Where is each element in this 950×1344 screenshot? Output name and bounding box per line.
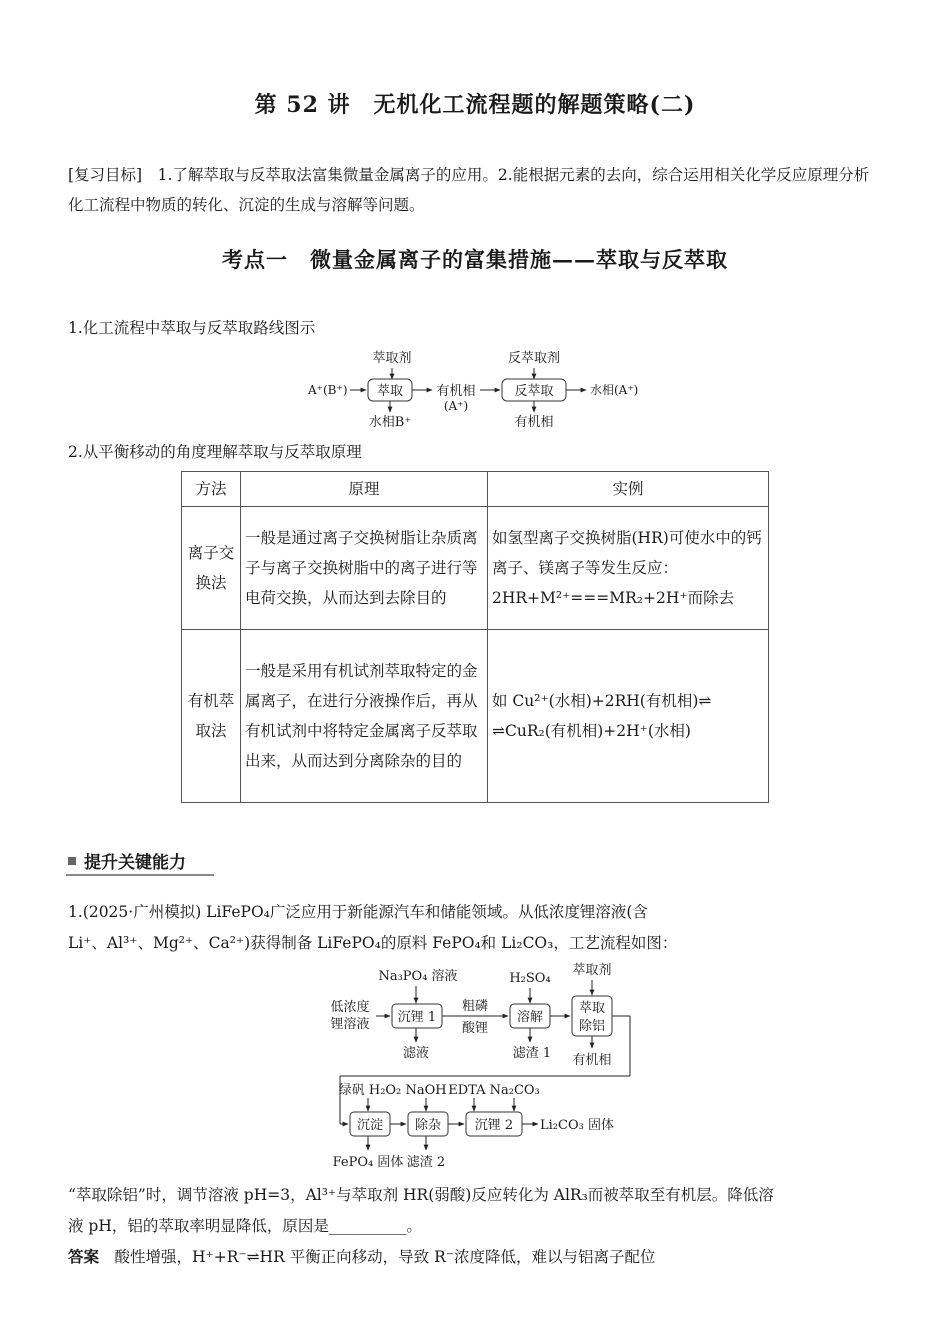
extraction-route-diagram xyxy=(300,346,660,434)
question-1-line-2: Li⁺、Al³⁺、Mg²⁺、Ca²⁺)获得制备 LiFePO₄的原料 FePO₄和 Li₂CO₃，工艺流程如图： xyxy=(68,934,678,952)
reagent-h2so4: H₂SO₄ xyxy=(509,971,551,986)
point-2-heading: 2.从平衡移动的角度理解萃取与反萃取原理 xyxy=(68,443,362,461)
section-title: 考点一 微量金属离子的富集措施——萃取与反萃取 xyxy=(222,247,728,272)
extraction-box-label: 萃取 xyxy=(376,384,404,399)
reagent-naoh: NaOH xyxy=(405,1083,447,1098)
residue-2-label: 滤渣 2 xyxy=(406,1155,446,1170)
input-label: A⁺(B⁺) xyxy=(308,383,348,397)
organic-waste-label: 有机相 xyxy=(514,415,554,430)
header-principle: 原理 xyxy=(241,472,488,507)
table-header-row xyxy=(182,472,769,507)
header-method: 方法 xyxy=(182,472,241,507)
precipitation-label: 沉淀 xyxy=(356,1118,384,1133)
badge-label: 提升关键能力 xyxy=(84,853,186,873)
principle-cell: 一般是通过离子交换树脂让杂质离子与离子交换树脂中的离子进行等电荷交换，从而达到去除目的 xyxy=(241,507,488,630)
organic-phase-sub: (A⁺) xyxy=(443,399,469,413)
reagent-green-vitriol: 绿矾 H₂O₂ xyxy=(338,1083,402,1098)
example-cell xyxy=(488,507,769,630)
review-text: 1.了解萃取与反萃取法富集微量金属离子的应用。2.能根据元素的去向，综合运用相关化学反应原理分析化工流程中物质的转化、沉淀的生成与溶解等问题。 xyxy=(68,166,870,214)
aqueous-b-label: 水相B⁺ xyxy=(368,415,412,430)
page-title: 第 52 讲 无机化工流程题的解题策略(二) xyxy=(254,92,696,118)
answer-blank: __________ xyxy=(328,1217,407,1235)
reagent-edta-na2co3: EDTA Na₂CO₃ xyxy=(448,1083,540,1098)
precip-li-2-label: 沉锂 2 xyxy=(474,1118,514,1133)
review-label: [复习目标] xyxy=(68,166,143,184)
fepo4-solid-label: FePO₄ 固体 xyxy=(332,1155,404,1170)
example-text: 如氢型离子交换树脂(HR)可使水中的钙离子、镁离子等发生反应： xyxy=(492,529,762,577)
process-flow-diagram xyxy=(318,958,638,1174)
li2co3-solid-label: Li₂CO₃ 固体 xyxy=(540,1118,614,1133)
example-equation: 2HR+M²⁺===MR₂+2H⁺而除去 xyxy=(492,589,735,607)
crude-phosphate-line-1: 粗磷 xyxy=(461,999,489,1014)
answer-text: 酸性增强，H⁺+R⁻⇌HR 平衡正向移动，导致 R⁻浓度降低，难以与铝离子配位 xyxy=(114,1248,656,1266)
example-cell xyxy=(488,630,769,803)
square-bullet-icon xyxy=(68,857,76,865)
organic-phase-label: 有机相 xyxy=(436,384,476,399)
question-line-1: “萃取除铝”时，调节溶液 pH=3，Al³⁺与萃取剂 HR(弱酸)反应转化为 AlR₃而被萃取至有机层。降低溶 xyxy=(68,1186,774,1204)
badge-underline xyxy=(66,874,214,876)
header-example: 实例 xyxy=(488,472,769,507)
organic-phase-label: 有机相 xyxy=(572,1053,612,1068)
input-line-1: 低浓度 xyxy=(330,1000,370,1015)
method-cell: 离子交换法 xyxy=(182,507,241,630)
question-1-line-1: 1.(2025·广州模拟) LiFePO₄广泛应用于新能源汽车和储能领域。从低浓度锂溶液(含 xyxy=(68,903,648,921)
input-line-2: 锂溶液 xyxy=(330,1017,370,1032)
table-row xyxy=(182,630,769,803)
table-row xyxy=(182,507,769,630)
example-text: 如 Cu²⁺(水相)+2RH(有机相)⇌ xyxy=(492,692,712,710)
principle-table xyxy=(181,471,769,803)
question-line-2 xyxy=(68,1211,883,1241)
example-equation: ⇌CuR₂(有机相)+2H⁺(水相) xyxy=(492,722,691,740)
principle-cell: 一般是采用有机试剂萃取特定的金属离子，在进行分液操作后，再从有机试剂中将特定金属离子反萃取出来，从而达到分离除杂的目的 xyxy=(241,630,488,803)
precip-li-1-label: 沉锂 1 xyxy=(397,1010,437,1025)
filtrate-label: 滤液 xyxy=(402,1046,430,1061)
reagent-extractant: 萃取剂 xyxy=(372,351,412,366)
question-line-2-text: 液 pH，铝的萃取率明显降低，原因是 xyxy=(68,1217,329,1235)
answer-label: 答案 xyxy=(68,1247,100,1266)
point-1-heading: 1.化工流程中萃取与反萃取路线图示 xyxy=(68,319,316,337)
back-extraction-box-label: 反萃取 xyxy=(514,384,554,399)
residue-1-label: 滤渣 1 xyxy=(512,1046,552,1061)
method-cell: 有机萃取法 xyxy=(182,630,241,803)
output-label: 水相(A⁺) xyxy=(590,383,639,397)
crude-phosphate-line-2: 酸锂 xyxy=(461,1021,489,1036)
extract-al-line-1: 萃取 xyxy=(578,1001,606,1016)
remove-impurity-label: 除杂 xyxy=(414,1118,442,1133)
dissolve-label: 溶解 xyxy=(516,1010,544,1025)
key-ability-badge xyxy=(66,848,214,876)
reagent-na3po4: Na₃PO₄ 溶液 xyxy=(378,969,458,984)
reagent-back-extractant: 反萃取剂 xyxy=(507,351,561,366)
review-goals xyxy=(68,160,883,220)
reagent-extractant: 萃取剂 xyxy=(572,963,612,978)
question-line-2-end: 。 xyxy=(406,1217,422,1235)
extract-al-line-2: 除铝 xyxy=(578,1019,606,1034)
answer-line xyxy=(68,1242,883,1272)
